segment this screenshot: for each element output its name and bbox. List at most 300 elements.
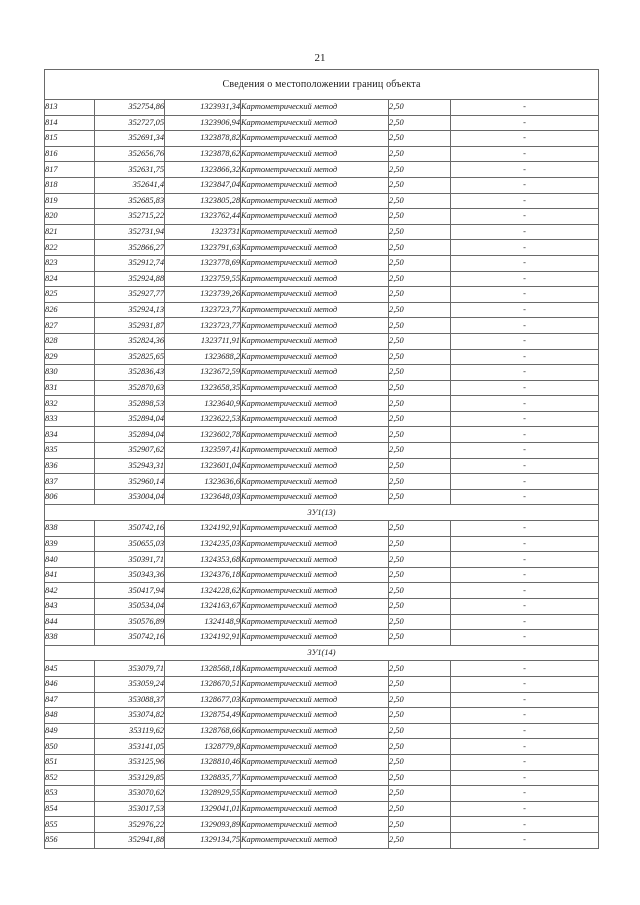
x-coordinate-cell: 352727,05 — [95, 115, 165, 131]
y-coordinate-cell: 1329134,75 — [165, 832, 241, 848]
method-cell: Картометрический метод — [241, 131, 389, 147]
point-number-cell: 806 — [45, 489, 95, 505]
x-coordinate-cell: 352931,87 — [95, 318, 165, 334]
table-row — [45, 349, 599, 365]
y-coordinate-cell: 1323866,32 — [165, 162, 241, 178]
accuracy-cell: 2,50 — [389, 552, 451, 568]
x-coordinate-cell: 353141,05 — [95, 739, 165, 755]
point-number-cell: 820 — [45, 209, 95, 225]
x-coordinate-cell: 352754,86 — [95, 100, 165, 116]
x-coordinate-cell: 352824,36 — [95, 333, 165, 349]
method-cell: Картометрический метод — [241, 333, 389, 349]
point-number-cell: 856 — [45, 832, 95, 848]
method-cell: Картометрический метод — [241, 146, 389, 162]
description-cell: - — [451, 723, 599, 739]
y-coordinate-cell: 1328677,03 — [165, 692, 241, 708]
method-cell: Картометрический метод — [241, 255, 389, 271]
method-cell: Картометрический метод — [241, 100, 389, 116]
accuracy-cell: 2,50 — [389, 287, 451, 303]
y-coordinate-cell: 1323723,77 — [165, 318, 241, 334]
y-coordinate-cell: 1324192,91 — [165, 521, 241, 537]
table-row — [45, 786, 599, 802]
accuracy-cell: 2,50 — [389, 333, 451, 349]
point-number-cell: 815 — [45, 131, 95, 147]
x-coordinate-cell: 352924,88 — [95, 271, 165, 287]
y-coordinate-cell: 1328754,49 — [165, 708, 241, 724]
description-cell: - — [451, 801, 599, 817]
method-cell: Картометрический метод — [241, 801, 389, 817]
y-coordinate-cell: 1324148,9 — [165, 614, 241, 630]
y-coordinate-cell: 1324376,18 — [165, 567, 241, 583]
accuracy-cell: 2,50 — [389, 474, 451, 490]
table-row — [45, 754, 599, 770]
y-coordinate-cell: 1323672,59 — [165, 365, 241, 381]
description-cell: - — [451, 489, 599, 505]
y-coordinate-cell: 1323622,53 — [165, 411, 241, 427]
point-number-cell: 813 — [45, 100, 95, 116]
table-row — [45, 131, 599, 147]
section-header-row — [45, 505, 599, 521]
table-row — [45, 411, 599, 427]
y-coordinate-cell: 1324192,91 — [165, 630, 241, 646]
point-number-cell: 832 — [45, 396, 95, 412]
method-cell: Картометрический метод — [241, 240, 389, 256]
accuracy-cell: 2,50 — [389, 521, 451, 537]
x-coordinate-cell: 352943,31 — [95, 458, 165, 474]
x-coordinate-cell: 352960,14 — [95, 474, 165, 490]
method-cell: Картометрический метод — [241, 692, 389, 708]
method-cell: Картометрический метод — [241, 443, 389, 459]
point-number-cell: 817 — [45, 162, 95, 178]
x-coordinate-cell: 353129,85 — [95, 770, 165, 786]
table-row — [45, 146, 599, 162]
x-coordinate-cell: 352641,4 — [95, 177, 165, 193]
x-coordinate-cell: 350742,16 — [95, 521, 165, 537]
x-coordinate-cell: 350655,03 — [95, 536, 165, 552]
method-cell: Картометрический метод — [241, 739, 389, 755]
method-cell: Картометрический метод — [241, 318, 389, 334]
y-coordinate-cell: 1323739,26 — [165, 287, 241, 303]
point-number-cell: 855 — [45, 817, 95, 833]
table-row — [45, 302, 599, 318]
method-cell: Картометрический метод — [241, 489, 389, 505]
accuracy-cell: 2,50 — [389, 583, 451, 599]
boundary-coordinates-table — [44, 69, 599, 849]
description-cell: - — [451, 333, 599, 349]
y-coordinate-cell: 1328568,18 — [165, 661, 241, 677]
y-coordinate-cell: 1324353,68 — [165, 552, 241, 568]
description-cell: - — [451, 193, 599, 209]
accuracy-cell: 2,50 — [389, 411, 451, 427]
accuracy-cell: 2,50 — [389, 100, 451, 116]
accuracy-cell: 2,50 — [389, 536, 451, 552]
table-row — [45, 380, 599, 396]
description-cell: - — [451, 474, 599, 490]
point-number-cell: 830 — [45, 365, 95, 381]
description-cell: - — [451, 224, 599, 240]
table-row — [45, 396, 599, 412]
method-cell: Картометрический метод — [241, 661, 389, 677]
method-cell: Картометрический метод — [241, 396, 389, 412]
accuracy-cell: 2,50 — [389, 443, 451, 459]
y-coordinate-cell: 1323711,91 — [165, 333, 241, 349]
x-coordinate-cell: 353070,62 — [95, 786, 165, 802]
accuracy-cell: 2,50 — [389, 567, 451, 583]
y-coordinate-cell: 1328670,51 — [165, 676, 241, 692]
section-label: 3У1(14) — [45, 645, 599, 661]
point-number-cell: 854 — [45, 801, 95, 817]
y-coordinate-cell: 1323640,9 — [165, 396, 241, 412]
table-row — [45, 333, 599, 349]
point-number-cell: 833 — [45, 411, 95, 427]
point-number-cell: 816 — [45, 146, 95, 162]
x-coordinate-cell: 350343,36 — [95, 567, 165, 583]
x-coordinate-cell: 352870,63 — [95, 380, 165, 396]
description-cell: - — [451, 100, 599, 116]
section-label: 3У1(13) — [45, 505, 599, 521]
x-coordinate-cell: 353119,62 — [95, 723, 165, 739]
point-number-cell: 829 — [45, 349, 95, 365]
point-number-cell: 822 — [45, 240, 95, 256]
table-row — [45, 770, 599, 786]
table-row — [45, 614, 599, 630]
accuracy-cell: 2,50 — [389, 380, 451, 396]
method-cell: Картометрический метод — [241, 552, 389, 568]
description-cell: - — [451, 318, 599, 334]
point-number-cell: 823 — [45, 255, 95, 271]
point-number-cell: 819 — [45, 193, 95, 209]
accuracy-cell: 2,50 — [389, 318, 451, 334]
method-cell: Картометрический метод — [241, 521, 389, 537]
accuracy-cell: 2,50 — [389, 177, 451, 193]
table-row — [45, 365, 599, 381]
method-cell: Картометрический метод — [241, 676, 389, 692]
point-number-cell: 840 — [45, 552, 95, 568]
accuracy-cell: 2,50 — [389, 302, 451, 318]
method-cell: Картометрический метод — [241, 832, 389, 848]
description-cell: - — [451, 177, 599, 193]
x-coordinate-cell: 352907,62 — [95, 443, 165, 459]
point-number-cell: 834 — [45, 427, 95, 443]
accuracy-cell: 2,50 — [389, 817, 451, 833]
table-row — [45, 552, 599, 568]
point-number-cell: 837 — [45, 474, 95, 490]
description-cell: - — [451, 443, 599, 459]
point-number-cell: 831 — [45, 380, 95, 396]
x-coordinate-cell: 353088,37 — [95, 692, 165, 708]
y-coordinate-cell: 1323597,41 — [165, 443, 241, 459]
method-cell: Картометрический метод — [241, 349, 389, 365]
x-coordinate-cell: 353079,71 — [95, 661, 165, 677]
description-cell: - — [451, 146, 599, 162]
point-number-cell: 838 — [45, 521, 95, 537]
table-row — [45, 676, 599, 692]
method-cell: Картометрический метод — [241, 630, 389, 646]
table-row — [45, 458, 599, 474]
table-row — [45, 489, 599, 505]
point-number-cell: 843 — [45, 599, 95, 615]
description-cell: - — [451, 115, 599, 131]
accuracy-cell: 2,50 — [389, 209, 451, 225]
method-cell: Картометрический метод — [241, 427, 389, 443]
description-cell: - — [451, 162, 599, 178]
method-cell: Картометрический метод — [241, 380, 389, 396]
method-cell: Картометрический метод — [241, 599, 389, 615]
y-coordinate-cell: 1328768,66 — [165, 723, 241, 739]
y-coordinate-cell: 1328835,77 — [165, 770, 241, 786]
description-cell: - — [451, 287, 599, 303]
table-row — [45, 661, 599, 677]
description-cell: - — [451, 521, 599, 537]
point-number-cell: 836 — [45, 458, 95, 474]
y-coordinate-cell: 1324235,03 — [165, 536, 241, 552]
description-cell: - — [451, 255, 599, 271]
description-cell: - — [451, 817, 599, 833]
accuracy-cell: 2,50 — [389, 754, 451, 770]
y-coordinate-cell: 1324163,67 — [165, 599, 241, 615]
table-row — [45, 832, 599, 848]
x-coordinate-cell: 350391,71 — [95, 552, 165, 568]
method-cell: Картометрический метод — [241, 177, 389, 193]
method-cell: Картометрический метод — [241, 271, 389, 287]
x-coordinate-cell: 352866,27 — [95, 240, 165, 256]
method-cell: Картометрический метод — [241, 583, 389, 599]
table-row — [45, 318, 599, 334]
table-row — [45, 255, 599, 271]
y-coordinate-cell: 1323759,55 — [165, 271, 241, 287]
table-row — [45, 177, 599, 193]
table-row — [45, 271, 599, 287]
y-coordinate-cell: 1323791,63 — [165, 240, 241, 256]
table-row — [45, 162, 599, 178]
description-cell: - — [451, 380, 599, 396]
y-coordinate-cell: 1328810,46 — [165, 754, 241, 770]
point-number-cell: 839 — [45, 536, 95, 552]
table-row — [45, 521, 599, 537]
section-header-row — [45, 645, 599, 661]
x-coordinate-cell: 352836,43 — [95, 365, 165, 381]
description-cell: - — [451, 786, 599, 802]
accuracy-cell: 2,50 — [389, 396, 451, 412]
accuracy-cell: 2,50 — [389, 832, 451, 848]
x-coordinate-cell: 352941,88 — [95, 832, 165, 848]
y-coordinate-cell: 1323762,44 — [165, 209, 241, 225]
description-cell: - — [451, 692, 599, 708]
description-cell: - — [451, 302, 599, 318]
x-coordinate-cell: 352731,94 — [95, 224, 165, 240]
y-coordinate-cell: 1323723,77 — [165, 302, 241, 318]
y-coordinate-cell: 1329041,01 — [165, 801, 241, 817]
point-number-cell: 846 — [45, 676, 95, 692]
description-cell: - — [451, 271, 599, 287]
accuracy-cell: 2,50 — [389, 801, 451, 817]
point-number-cell: 818 — [45, 177, 95, 193]
method-cell: Картометрический метод — [241, 115, 389, 131]
description-cell: - — [451, 614, 599, 630]
x-coordinate-cell: 350742,16 — [95, 630, 165, 646]
description-cell: - — [451, 676, 599, 692]
y-coordinate-cell: 1328779,8 — [165, 739, 241, 755]
description-cell: - — [451, 567, 599, 583]
accuracy-cell: 2,50 — [389, 599, 451, 615]
table-row — [45, 630, 599, 646]
point-number-cell: 845 — [45, 661, 95, 677]
point-number-cell: 848 — [45, 708, 95, 724]
table-title: Сведения о местоположении границ объекта — [45, 70, 599, 100]
x-coordinate-cell: 352631,75 — [95, 162, 165, 178]
point-number-cell: 814 — [45, 115, 95, 131]
y-coordinate-cell: 1323805,28 — [165, 193, 241, 209]
page-number: 21 — [314, 52, 326, 64]
method-cell: Картометрический метод — [241, 302, 389, 318]
point-number-cell: 824 — [45, 271, 95, 287]
accuracy-cell: 2,50 — [389, 427, 451, 443]
method-cell: Картометрический метод — [241, 770, 389, 786]
table-row — [45, 474, 599, 490]
y-coordinate-cell: 1329093,89 — [165, 817, 241, 833]
description-cell: - — [451, 552, 599, 568]
table-row — [45, 801, 599, 817]
method-cell: Картометрический метод — [241, 209, 389, 225]
accuracy-cell: 2,50 — [389, 614, 451, 630]
accuracy-cell: 2,50 — [389, 193, 451, 209]
method-cell: Картометрический метод — [241, 287, 389, 303]
y-coordinate-cell: 1323778,69 — [165, 255, 241, 271]
description-cell: - — [451, 583, 599, 599]
table-row — [45, 287, 599, 303]
table-row — [45, 443, 599, 459]
point-number-cell: 851 — [45, 754, 95, 770]
description-cell: - — [451, 209, 599, 225]
point-number-cell: 847 — [45, 692, 95, 708]
x-coordinate-cell: 352898,53 — [95, 396, 165, 412]
description-cell: - — [451, 599, 599, 615]
table-body — [45, 70, 599, 849]
accuracy-cell: 2,50 — [389, 224, 451, 240]
method-cell: Картометрический метод — [241, 474, 389, 490]
table-row — [45, 567, 599, 583]
x-coordinate-cell: 352715,22 — [95, 209, 165, 225]
description-cell: - — [451, 458, 599, 474]
y-coordinate-cell: 1323931,34 — [165, 100, 241, 116]
method-cell: Картометрический метод — [241, 817, 389, 833]
accuracy-cell: 2,50 — [389, 458, 451, 474]
method-cell: Картометрический метод — [241, 723, 389, 739]
x-coordinate-cell: 352894,04 — [95, 411, 165, 427]
x-coordinate-cell: 350576,89 — [95, 614, 165, 630]
accuracy-cell: 2,50 — [389, 365, 451, 381]
y-coordinate-cell: 1323731 — [165, 224, 241, 240]
y-coordinate-cell: 1323847,04 — [165, 177, 241, 193]
y-coordinate-cell: 1324228,62 — [165, 583, 241, 599]
method-cell: Картометрический метод — [241, 567, 389, 583]
table-row — [45, 427, 599, 443]
accuracy-cell: 2,50 — [389, 692, 451, 708]
accuracy-cell: 2,50 — [389, 349, 451, 365]
accuracy-cell: 2,50 — [389, 786, 451, 802]
description-cell: - — [451, 754, 599, 770]
method-cell: Картометрический метод — [241, 224, 389, 240]
point-number-cell: 841 — [45, 567, 95, 583]
accuracy-cell: 2,50 — [389, 739, 451, 755]
point-number-cell: 849 — [45, 723, 95, 739]
x-coordinate-cell: 353074,82 — [95, 708, 165, 724]
x-coordinate-cell: 352825,65 — [95, 349, 165, 365]
x-coordinate-cell: 353017,53 — [95, 801, 165, 817]
table-row — [45, 536, 599, 552]
method-cell: Картометрический метод — [241, 193, 389, 209]
method-cell: Картометрический метод — [241, 614, 389, 630]
y-coordinate-cell: 1323906,94 — [165, 115, 241, 131]
method-cell: Картометрический метод — [241, 411, 389, 427]
description-cell: - — [451, 661, 599, 677]
x-coordinate-cell: 350417,94 — [95, 583, 165, 599]
x-coordinate-cell: 353059,24 — [95, 676, 165, 692]
description-cell: - — [451, 630, 599, 646]
method-cell: Картометрический метод — [241, 162, 389, 178]
y-coordinate-cell: 1323636,6 — [165, 474, 241, 490]
accuracy-cell: 2,50 — [389, 131, 451, 147]
table-row — [45, 692, 599, 708]
y-coordinate-cell: 1323648,03 — [165, 489, 241, 505]
accuracy-cell: 2,50 — [389, 271, 451, 287]
x-coordinate-cell: 352976,22 — [95, 817, 165, 833]
point-number-cell: 852 — [45, 770, 95, 786]
method-cell: Картометрический метод — [241, 458, 389, 474]
method-cell: Картометрический метод — [241, 365, 389, 381]
y-coordinate-cell: 1323602,78 — [165, 427, 241, 443]
accuracy-cell: 2,50 — [389, 723, 451, 739]
point-number-cell: 850 — [45, 739, 95, 755]
method-cell: Картометрический метод — [241, 536, 389, 552]
accuracy-cell: 2,50 — [389, 146, 451, 162]
accuracy-cell: 2,50 — [389, 489, 451, 505]
y-coordinate-cell: 1323878,82 — [165, 131, 241, 147]
table-title-row — [45, 70, 599, 100]
table-row — [45, 209, 599, 225]
x-coordinate-cell: 353125,96 — [95, 754, 165, 770]
table-row — [45, 739, 599, 755]
table-row — [45, 100, 599, 116]
description-cell: - — [451, 739, 599, 755]
x-coordinate-cell: 352656,76 — [95, 146, 165, 162]
accuracy-cell: 2,50 — [389, 661, 451, 677]
y-coordinate-cell: 1323601,04 — [165, 458, 241, 474]
table-row — [45, 708, 599, 724]
description-cell: - — [451, 832, 599, 848]
accuracy-cell: 2,50 — [389, 240, 451, 256]
description-cell: - — [451, 349, 599, 365]
accuracy-cell: 2,50 — [389, 162, 451, 178]
description-cell: - — [451, 365, 599, 381]
description-cell: - — [451, 708, 599, 724]
description-cell: - — [451, 536, 599, 552]
table-row — [45, 193, 599, 209]
table-row — [45, 224, 599, 240]
point-number-cell: 821 — [45, 224, 95, 240]
y-coordinate-cell: 1323658,35 — [165, 380, 241, 396]
description-cell: - — [451, 240, 599, 256]
description-cell: - — [451, 411, 599, 427]
method-cell: Картометрический метод — [241, 708, 389, 724]
y-coordinate-cell: 1323878,62 — [165, 146, 241, 162]
x-coordinate-cell: 352912,74 — [95, 255, 165, 271]
point-number-cell: 853 — [45, 786, 95, 802]
point-number-cell: 844 — [45, 614, 95, 630]
table-row — [45, 599, 599, 615]
table-row — [45, 115, 599, 131]
x-coordinate-cell: 353004,04 — [95, 489, 165, 505]
